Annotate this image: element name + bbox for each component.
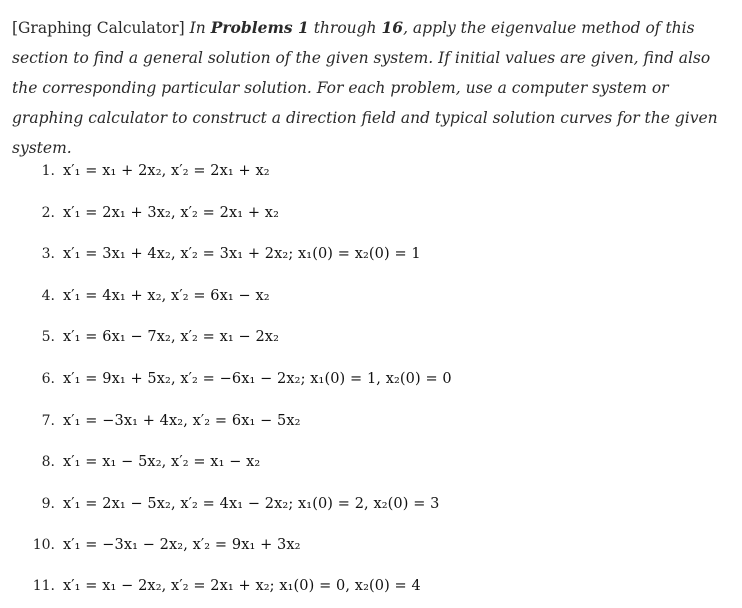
problem-item — [0, 448, 742, 476]
problem-number: 9. — [41, 496, 55, 512]
problem-equation: x′₁ = −3x₁ + 4x₂, x′₂ = 6x₁ − 5x₂ — [63, 413, 301, 429]
problem-equation: x′₁ = 6x₁ − 7x₂, x′₂ = x₁ − 2x₂ — [63, 329, 279, 345]
problem-item — [0, 157, 742, 185]
problem-item — [0, 365, 742, 393]
graphing-calculator-tag: [Graphing Calculator] — [12, 19, 185, 37]
instructions-text-2: through — [313, 19, 377, 37]
problems-range-end: 16 — [381, 18, 404, 37]
problem-equation: x′₁ = −3x₁ − 2x₂, x′₂ = 9x₁ + 3x₂ — [63, 537, 301, 553]
problem-equation: x′₁ = x₁ + 2x₂, x′₂ = 2x₁ + x₂ — [63, 163, 270, 179]
problem-equation: x′₁ = 9x₁ + 5x₂, x′₂ = −6x₁ − 2x₂; x₁(0) = 1, x₂(0) = 0 — [63, 371, 452, 387]
problem-equation: x′₁ = 3x₁ + 4x₂, x′₂ = 3x₁ + 2x₂; x₁(0) = x₂(0) = 1 — [63, 246, 421, 262]
problem-equation: x′₁ = x₁ − 5x₂, x′₂ = x₁ − x₂ — [63, 454, 261, 470]
problem-item — [0, 407, 742, 435]
problem-item — [0, 323, 742, 351]
problem-equation: x′₁ = 2x₁ + 3x₂, x′₂ = 2x₁ + x₂ — [63, 205, 279, 221]
problem-item — [0, 490, 742, 518]
problem-number: 7. — [41, 413, 55, 429]
problem-item — [0, 531, 742, 559]
problem-number: 4. — [41, 288, 55, 304]
problem-number: 2. — [41, 205, 55, 221]
problem-number: 8. — [41, 454, 55, 470]
problem-item — [0, 240, 742, 268]
problem-number: 5. — [41, 329, 55, 345]
instructions-text-1: In — [189, 19, 206, 37]
problem-number: 6. — [41, 371, 55, 387]
instructions-text-3: , apply the eigenvalue method of this section to find a general solution of the given system. If initial values are given, find also the corresponding particular solution. For each problem, use a computer system or graphing calculator to construct a direction field and typical solution curves for the given system. — [12, 19, 718, 157]
problem-equation: x′₁ = x₁ − 2x₂, x′₂ = 2x₁ + x₂; x₁(0) = 0, x₂(0) = 4 — [63, 578, 421, 594]
problem-equation: x′₁ = 2x₁ − 5x₂, x′₂ = 4x₁ − 2x₂; x₁(0) = 2, x₂(0) = 3 — [63, 496, 440, 512]
problem-number: 1. — [41, 163, 55, 179]
problem-number: 3. — [41, 246, 55, 262]
problem-item — [0, 199, 742, 227]
problem-number: 10. — [32, 537, 55, 553]
problem-item — [0, 282, 742, 310]
problem-number: 11. — [32, 578, 55, 594]
problem-equation: x′₁ = 4x₁ + x₂, x′₂ = 6x₁ − x₂ — [63, 288, 270, 304]
problem-item — [0, 572, 742, 600]
problems-range-start: Problems 1 — [210, 18, 309, 37]
